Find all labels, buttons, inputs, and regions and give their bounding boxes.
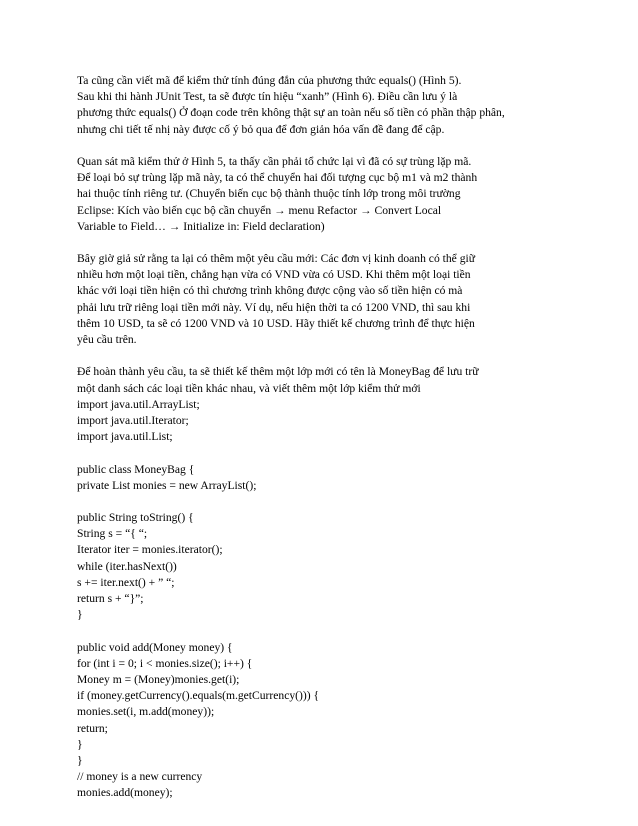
text-line: hai thuộc tính riêng tư. (Chuyển biến cục bộ thành thuộc tính lớp trong môi trường xyxy=(77,187,461,201)
code-line: } xyxy=(77,737,83,751)
text-line: Bây giờ giả sử rằng ta lại có thêm một yêu cầu mới: Các đơn vị kinh doanh có thể giữ xyxy=(77,252,476,266)
code-line: monies.add(money); xyxy=(77,786,173,800)
text-line: yêu cầu trên. xyxy=(77,333,137,346)
code-block-tostring xyxy=(77,510,557,623)
text-line: Variable to Field… → Initialize in: Field declaration) xyxy=(77,219,325,233)
text-line: phải lưu trữ riêng loại tiền mới này. Ví dụ, nếu hiện thời ta có 1200 VND, thì sau khi xyxy=(77,300,471,314)
code-line: public void add(Money money) { xyxy=(77,640,233,654)
code-line: } xyxy=(77,753,83,767)
document-page xyxy=(77,73,557,801)
code-line: } xyxy=(77,608,83,622)
paragraph-new-requirement xyxy=(77,251,557,348)
text-line: Sau khi thi hành JUnit Test, ta sẽ được tín hiệu “xanh” (Hình 6). Điều cần lưu ý là xyxy=(77,90,458,104)
code-line: s += iter.next() + ” “; xyxy=(77,575,175,589)
text-line: thêm 10 USD, ta sẽ có 1200 VND và 10 USD. Hãy thiết kế chương trình để thực hiện xyxy=(77,316,475,330)
text-line: khác với loại tiền hiện có thì chương trình không được cộng vào số tiền hiện có mà xyxy=(77,284,463,298)
code-line: public class MoneyBag { xyxy=(77,462,195,476)
text-line: Ta cũng cần viết mã để kiểm thử tính đúng đắn của phương thức equals() (Hình 5). xyxy=(77,74,462,87)
code-line: Money m = (Money)monies.get(i); xyxy=(77,672,240,686)
code-line-import: import java.util.List; xyxy=(77,430,173,444)
code-block-class-header xyxy=(77,462,557,494)
text-line: nhưng chi tiết tế nhị này được cố ý bỏ qua để đơn giản hóa vấn đề đang để cập. xyxy=(77,122,445,136)
code-line: return; xyxy=(77,721,108,735)
code-line-import: import java.util.ArrayList; xyxy=(77,397,200,411)
text-line: nhiều hơn một loại tiền, chẳng hạn vừa có VND vừa có USD. Khi thêm một loại tiền xyxy=(77,268,471,282)
code-line: public String toString() { xyxy=(77,511,194,525)
text-line: Để loại bỏ sự trùng lặp mã này, ta có thể chuyển hai đối tượng cục bộ m1 và m2 thành xyxy=(77,171,478,185)
code-line: for (int i = 0; i < monies.size(); i++) { xyxy=(77,656,253,670)
text-line: Quan sát mã kiểm thử ở Hình 5, ta thấy cần phải tổ chức lại vì đã có sự trùng lặp mã. xyxy=(77,154,472,168)
code-line-import: import java.util.Iterator; xyxy=(77,413,189,427)
paragraph-refactor xyxy=(77,154,557,235)
code-line: monies.set(i, m.add(money)); xyxy=(77,705,215,719)
text-line: Để hoàn thành yêu cầu, ta sẽ thiết kế thêm một lớp mới có tên là MoneyBag để lưu trữ xyxy=(77,365,479,379)
paragraph-equals-test xyxy=(77,73,557,138)
code-line: if (money.getCurrency().equals(m.getCurrency())) { xyxy=(77,689,320,703)
code-line: String s = “{ “; xyxy=(77,527,148,541)
code-line: private List monies = new ArrayList(); xyxy=(77,478,257,492)
code-line: while (iter.hasNext()) xyxy=(77,559,177,573)
code-line: // money is a new currency xyxy=(77,770,203,784)
text-line: một danh sách các loại tiền khác nhau, và viết thêm một lớp kiểm thử mới xyxy=(77,381,421,395)
code-block-add-method xyxy=(77,640,557,802)
paragraph-moneybag-intro xyxy=(77,364,557,445)
text-line: phương thức equals() Ở đoạn code trên không thật sự an toàn nếu số tiền có phần thập phân, xyxy=(77,106,505,120)
code-line: Iterator iter = monies.iterator(); xyxy=(77,543,223,557)
code-line: return s + “}”; xyxy=(77,592,144,605)
text-line: Eclipse: Kích vào biến cục bộ cần chuyển → menu Refactor → Convert Local xyxy=(77,203,442,217)
